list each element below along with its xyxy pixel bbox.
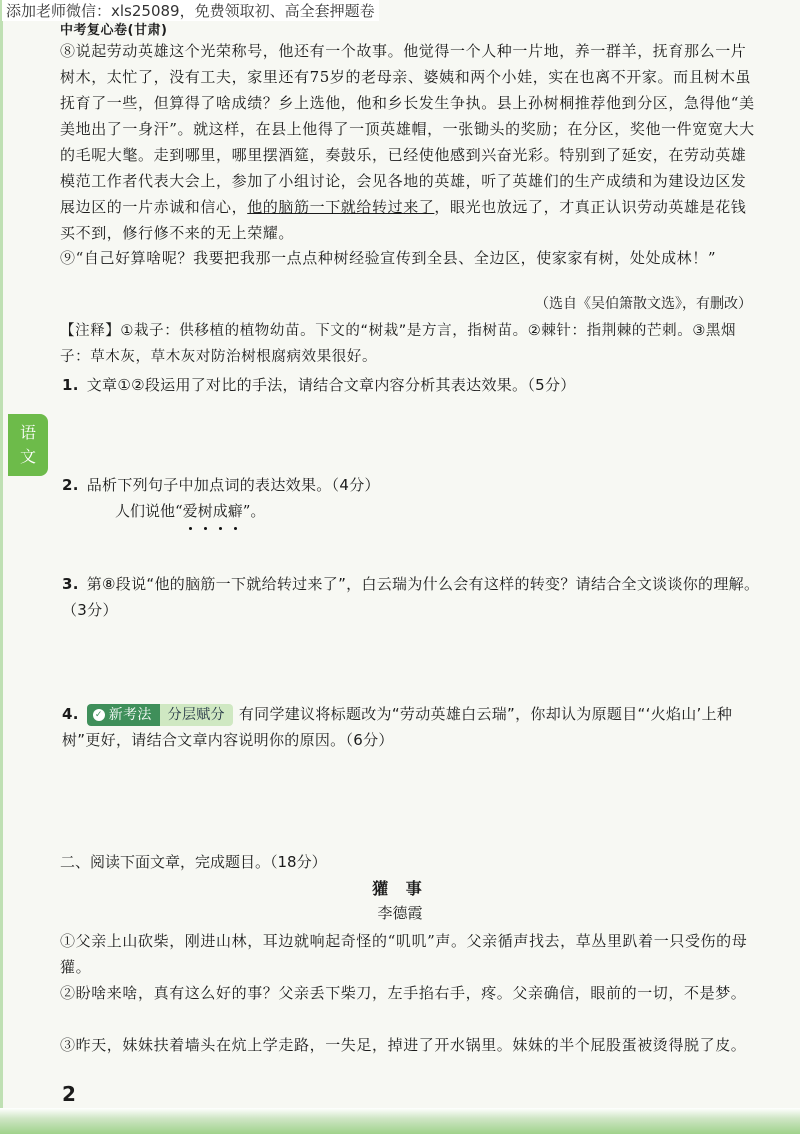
subject-tab xyxy=(8,414,48,476)
page-header: 中考复心卷(甘肃) xyxy=(60,23,168,38)
dotted-char-2: 树 xyxy=(198,498,213,524)
question-4-text: 有同学建议将标题改为“劳动英雄白云瑞”，你却认为原题目“‘火焰山’上种树”更好，请结合文章内容说明你的原因。（6分） xyxy=(62,705,733,749)
question-3 xyxy=(62,571,762,623)
dotted-char-1: 爱 xyxy=(183,498,198,524)
article-paragraph-1: ①父亲上山砍柴，刚进山林，耳边就响起奇怪的“叽叽”声。父亲循声找去，草丛里趴着一只受伤的母獾。 xyxy=(60,932,748,976)
badge-new-method xyxy=(87,704,160,726)
source-citation: （选自《吴伯箫散文选》，有删改） xyxy=(535,296,752,312)
article-paragraph-2: ②盼啥来啥，真有这么好的事？父亲丢下柴刀，左手掐右手，疼。父亲确信，眼前的一切，不是梦。 xyxy=(60,984,747,1002)
dotted-char-4: 癖 xyxy=(228,498,243,524)
question-3-text: 第⑧段说“他的脑筋一下就给转过来了”，白云瑞为什么会有这样的转变？请结合全文谈谈你的理解。（3分） xyxy=(62,575,760,619)
paragraph-8-text-a: ⑧说起劳动英雄这个光荣称号，他还有一个故事。他觉得一个人种一片地，养一群羊，抚育那么一片树木，太忙了，没有工夫，家里还有75岁的老母亲、婆姨和两个小娃，实在也离不开家。而且树木虽抚育了一些，但算得了啥成绩？乡上选他，他和乡长发生争执。县上孙树桐推荐他到分区，急得他“美美地出了一身汗”。就这样，在县上他得了一顶英雄帽，一张锄头的奖励；在分区，奖他一件宽宽大大的毛呢大氅。走到哪里，哪里摆酒筵，奏鼓乐，已经使他感到兴奋光彩。特别到了延安，在劳动英雄模范工作者代表大会上，参加了小组讨论，会见各地的英雄，听了英雄们的生产成绩和为建设边区发展边区的一片赤诚和信心， xyxy=(60,42,755,216)
new-exam-badge xyxy=(87,704,233,726)
question-4 xyxy=(62,701,762,753)
annotation-notes: 【注释】①栽子：供移植的植物幼苗。下文的“树栽”是方言，指树苗。②棘针：指荆棘的芒刺。③黑烟子：草木灰，草木灰对防治树根腐病效果很好。 xyxy=(60,323,737,365)
subject-tab-char-2: 文 xyxy=(19,447,36,466)
paragraph-9: ⑨“自己好算啥呢？我要把我那一点点种树经验宣传到全县、全边区，使家家有树，处处成林！” xyxy=(60,249,717,267)
dotted-char-3: 成 xyxy=(213,498,228,524)
underlined-sentence: 他的脑筋一下就给转过来了 xyxy=(247,198,435,216)
article-author: 李德霞 xyxy=(377,904,423,922)
sample-suffix: ”。 xyxy=(242,502,266,520)
question-2 xyxy=(62,472,762,498)
article-title: 獾 事 xyxy=(372,879,428,898)
section-2-heading: 二、阅读下面文章，完成题目。（18分） xyxy=(60,853,327,871)
paragraph-8-text-b: ，眼光也放远了，才真正认识劳动英雄是花钱买不到，修行修不来的无上荣耀。 xyxy=(60,198,747,242)
sample-prefix: 人们说他“ xyxy=(115,502,183,520)
page-number: 2 xyxy=(62,1082,76,1106)
question-2-sample-sentence xyxy=(115,498,265,524)
watermark: 添加老师微信：xls25089，免费领取初、高全套押题卷 xyxy=(2,0,379,21)
question-3-number: 3. xyxy=(62,575,79,593)
question-4-number: 4. xyxy=(62,705,79,723)
paragraph-8 xyxy=(60,38,760,246)
question-1-number: 1. xyxy=(62,376,79,394)
question-2-number: 2. xyxy=(62,476,79,494)
question-2-text: 品析下列句子中加点词的表达效果。（4分） xyxy=(86,476,380,494)
check-icon: ✓ xyxy=(93,709,105,721)
badge-tiered-score: 分层赋分 xyxy=(160,704,233,726)
bottom-edge-band xyxy=(0,1108,800,1134)
badge-new-method-label: 新考法 xyxy=(108,706,152,723)
article-paragraph-3: ③昨天，妹妹扶着墙头在炕上学走路，一失足，掉进了开水锅里。妹妹的半个屁股蛋被烫得脱了皮。 xyxy=(60,1036,747,1054)
subject-tab-char-1: 语 xyxy=(19,423,36,442)
question-1-text: 文章①②段运用了对比的手法，请结合文章内容分析其表达效果。（5分） xyxy=(86,376,576,394)
left-edge-band xyxy=(0,0,3,1134)
question-1 xyxy=(62,372,762,398)
